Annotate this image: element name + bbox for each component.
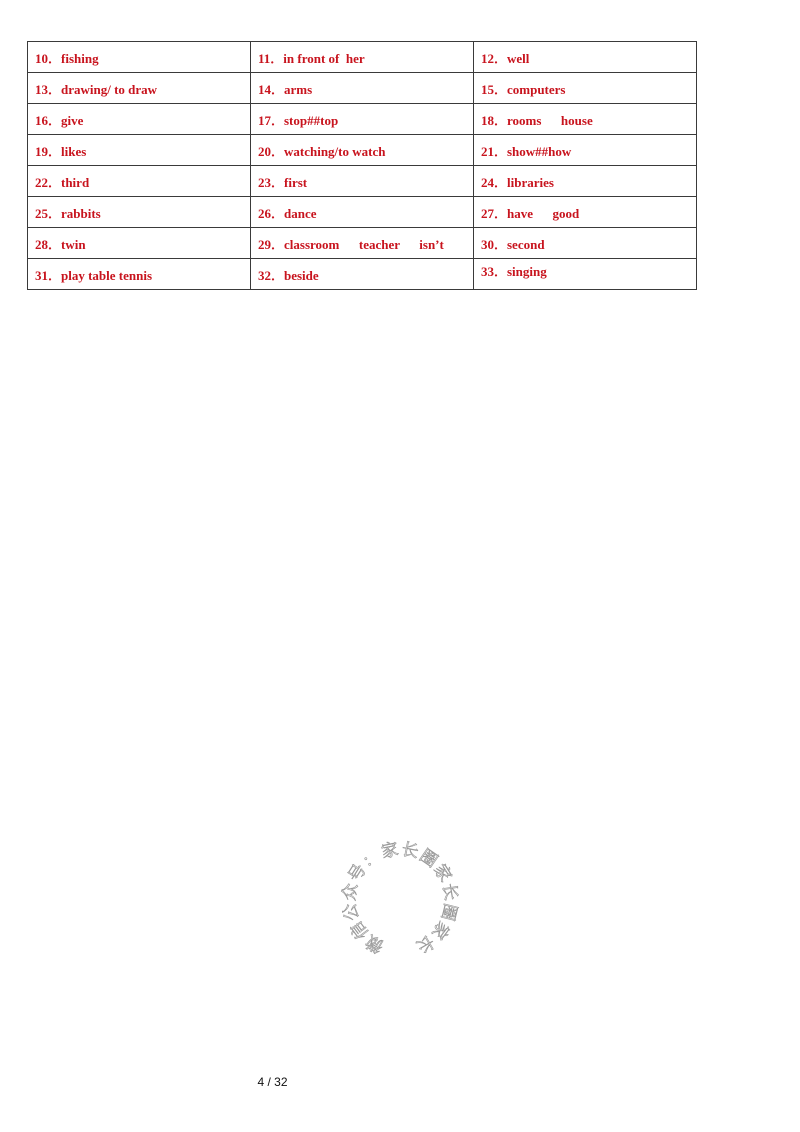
answer-cell: 26．dance bbox=[251, 197, 474, 228]
watermark-char: ： bbox=[358, 845, 385, 872]
answer-cell: 29．classroom teacher isn’t bbox=[251, 228, 474, 259]
watermark-char: 家 bbox=[429, 860, 456, 886]
answer-cell: 18．rooms house bbox=[474, 104, 697, 135]
watermark-char: 圈 bbox=[415, 845, 442, 872]
answer-table bbox=[27, 41, 697, 290]
watermark-char: 长 bbox=[412, 930, 438, 957]
answer-cell: 13．drawing/ to draw bbox=[28, 73, 251, 104]
watermark-seal bbox=[330, 830, 470, 970]
watermark-char: 长 bbox=[399, 839, 421, 863]
answer-cell: 10．fishing bbox=[28, 42, 251, 73]
answer-cell: 17．stop##top bbox=[251, 104, 474, 135]
table-row bbox=[28, 197, 697, 228]
answer-cell: 27．have good bbox=[474, 197, 697, 228]
answer-cell: 32．beside bbox=[251, 259, 474, 290]
answer-cell: 11．in front of her bbox=[251, 42, 474, 73]
answer-cell: 15．computers bbox=[474, 73, 697, 104]
answer-cell: 28．twin bbox=[28, 228, 251, 259]
watermark-char: 微 bbox=[362, 930, 388, 957]
answer-cell: 19．likes bbox=[28, 135, 251, 166]
watermark-char: 圈 bbox=[436, 901, 461, 923]
watermark-char: 长 bbox=[438, 882, 461, 902]
answer-cell: 20．watching/to watch bbox=[251, 135, 474, 166]
table-row bbox=[28, 166, 697, 197]
table-row bbox=[28, 104, 697, 135]
answer-cell: 22．third bbox=[28, 166, 251, 197]
answer-cell: 31．play table tennis bbox=[28, 259, 251, 290]
answer-cell: 30．second bbox=[474, 228, 697, 259]
watermark-char: 号 bbox=[344, 860, 371, 886]
answer-cell: 33．singing bbox=[474, 259, 697, 290]
watermark-char: 家 bbox=[426, 917, 454, 943]
answer-cell: 21．show##how bbox=[474, 135, 697, 166]
answer-cell: 14．arms bbox=[251, 73, 474, 104]
answer-cell: 25．rabbits bbox=[28, 197, 251, 228]
watermark-char: 家 bbox=[379, 839, 401, 863]
table-row bbox=[28, 259, 697, 290]
answer-cell: 16．give bbox=[28, 104, 251, 135]
watermark-char: 信 bbox=[346, 917, 374, 943]
answer-cell: 24．libraries bbox=[474, 166, 697, 197]
table-row bbox=[28, 135, 697, 166]
watermark-char: 众 bbox=[339, 882, 362, 902]
table-row bbox=[28, 42, 697, 73]
page-number: 4 / 32 bbox=[257, 1075, 288, 1089]
table-row bbox=[28, 73, 697, 104]
answer-cell: 23．first bbox=[251, 166, 474, 197]
watermark-char: 公 bbox=[339, 901, 364, 923]
answer-cell: 12．well bbox=[474, 42, 697, 73]
table-row bbox=[28, 228, 697, 259]
